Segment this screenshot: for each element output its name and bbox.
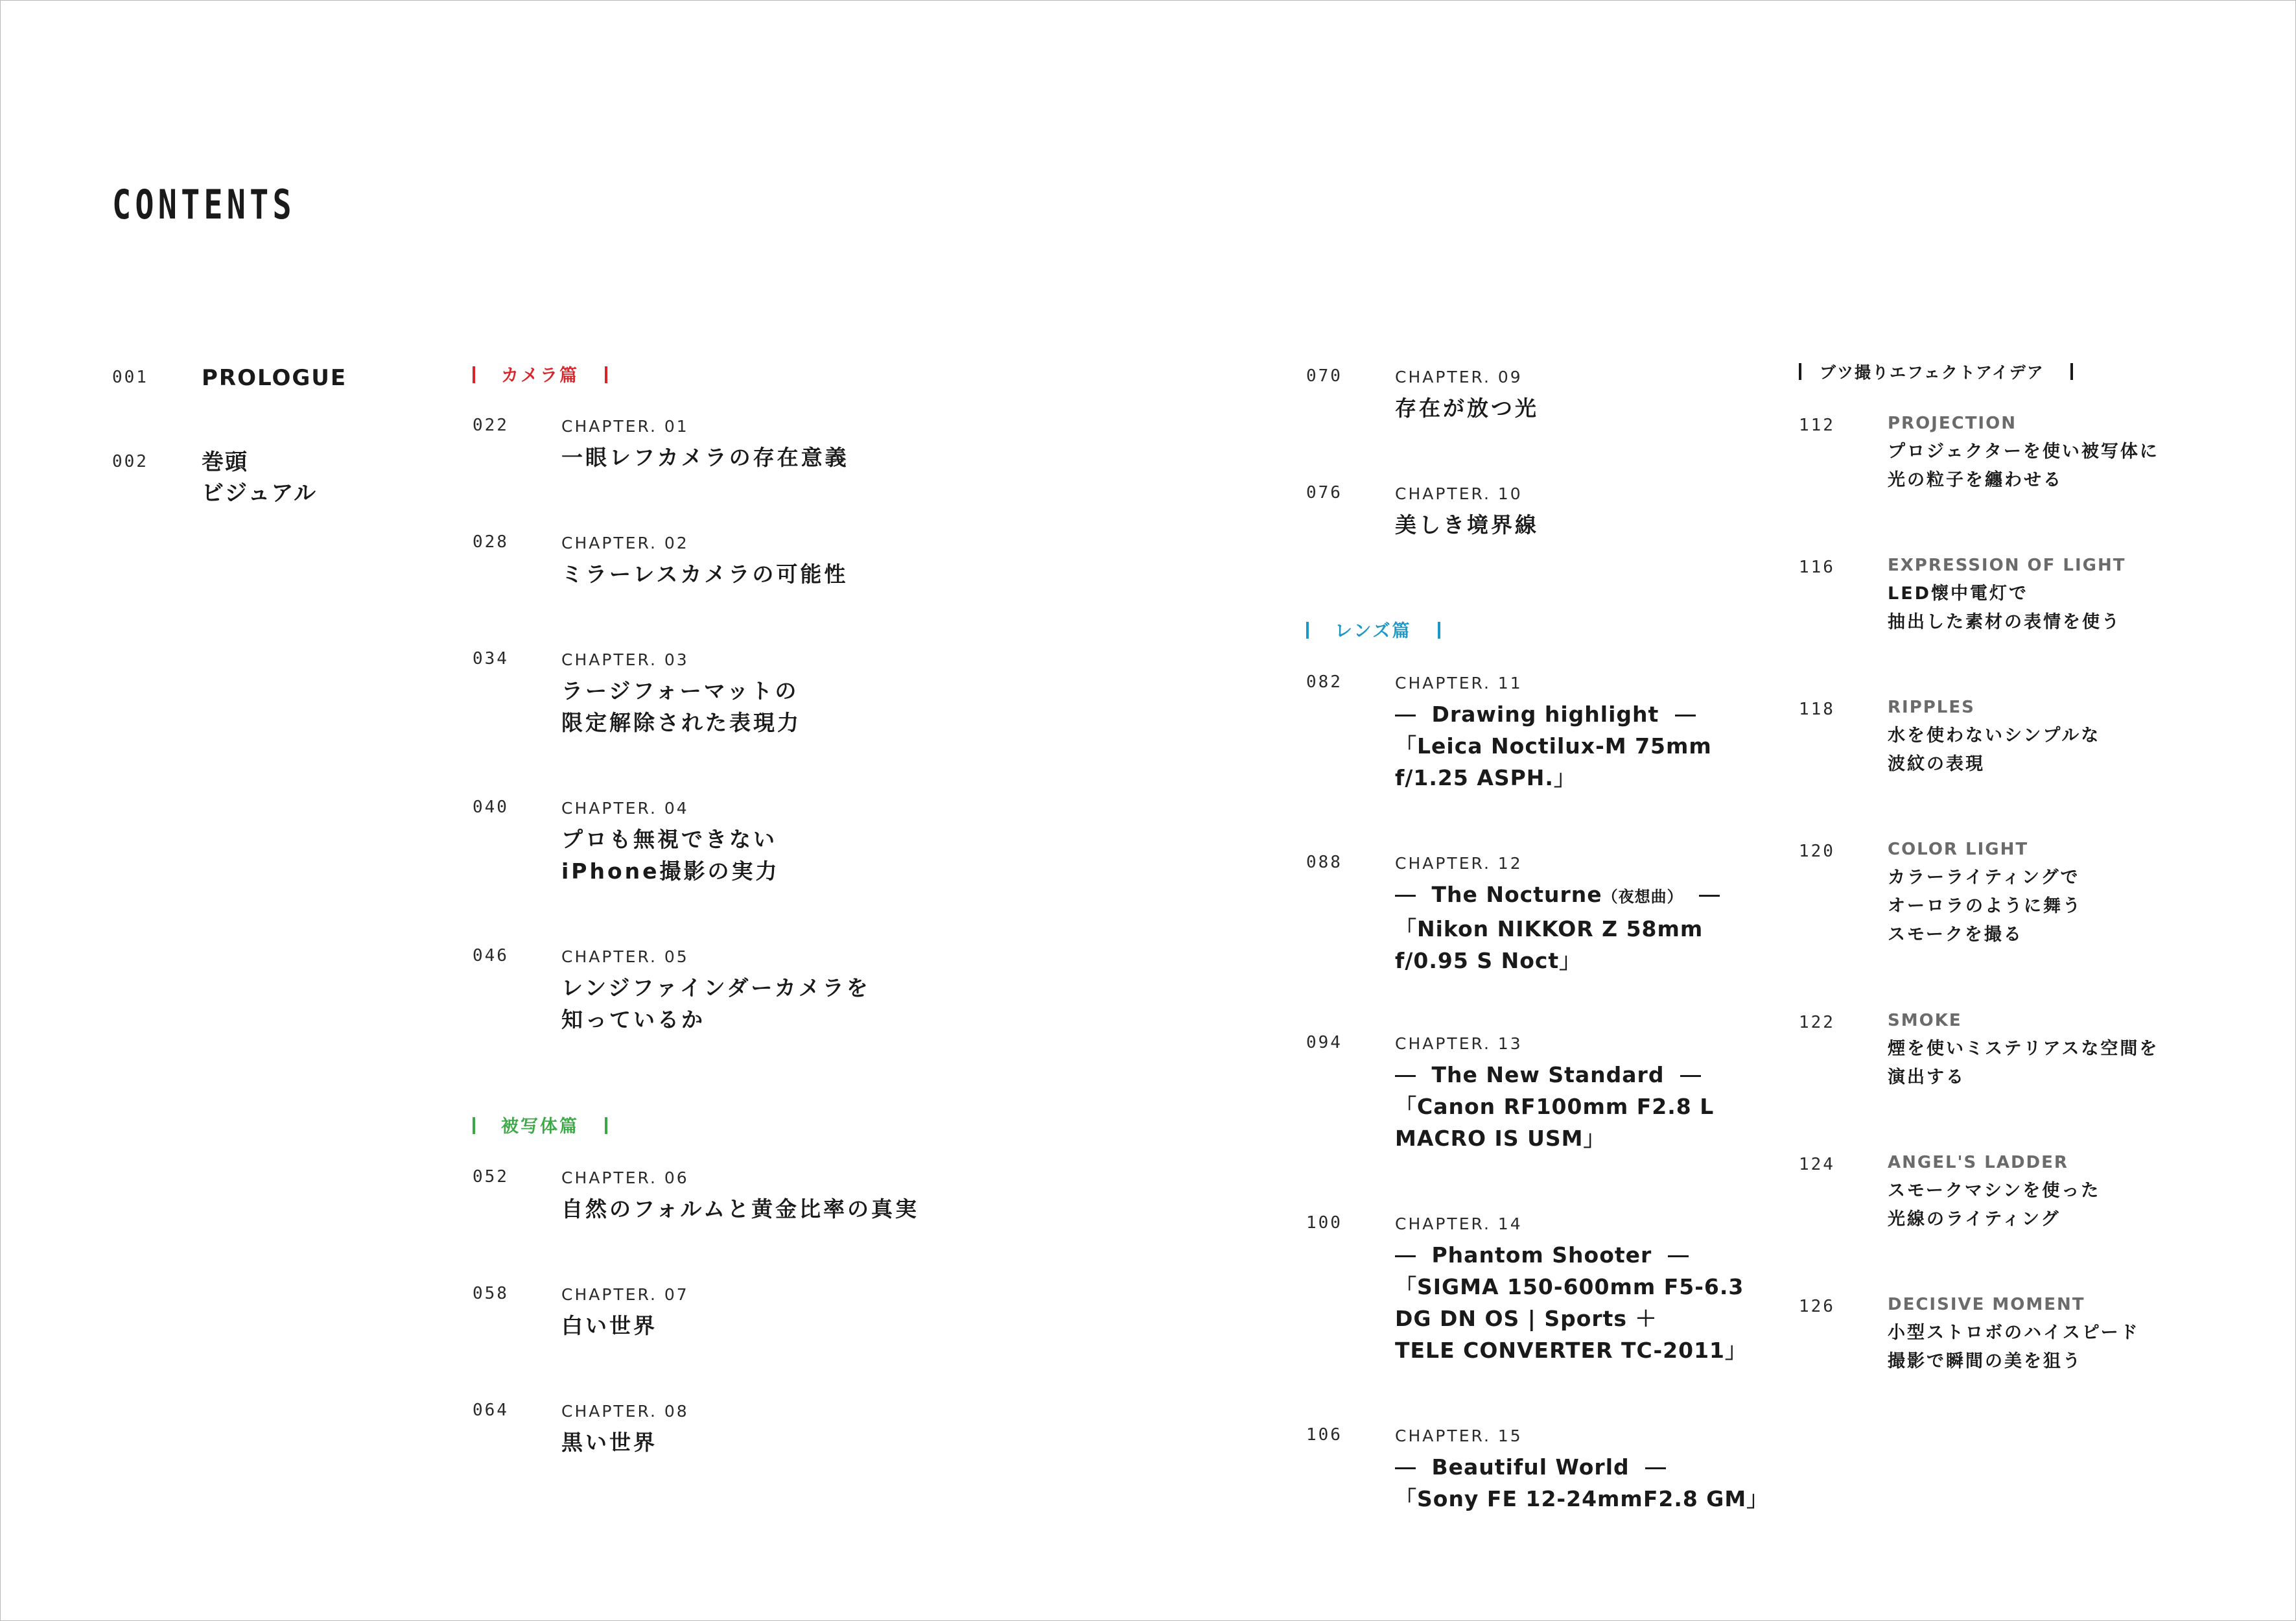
lens-name-line2: MACRO IS USM」 <box>1395 1126 1606 1151</box>
page-number: 094 <box>1306 1033 1342 1052</box>
chapter-name: Drawing highlight <box>1431 702 1659 727</box>
chapter-title-line1: プロも無視できない <box>561 827 777 852</box>
effect-desc-line2: 光線のライティング <box>1888 1209 2061 1229</box>
page-number: 022 <box>473 416 509 435</box>
page-number: 052 <box>473 1167 509 1187</box>
lens-name-line1: 「Sony FE 12-24mmF2.8 GM」 <box>1395 1486 1769 1511</box>
chapter-name: The New Standard <box>1431 1062 1665 1087</box>
effect-desc-line2: 撮影で瞬間の美を狙う <box>1888 1351 2082 1371</box>
chapter-name-line <box>1395 879 1720 913</box>
column-lens <box>1306 366 1769 1533</box>
chapter-name-line <box>1395 1239 1747 1271</box>
effect-desc-line2: 光の粒子を纏わせる <box>1888 470 2063 490</box>
section-label: レンズ篇 <box>1335 621 1412 641</box>
effect-title: PROJECTION <box>1888 414 2017 433</box>
chapter-title-line2: iPhone撮影の実力 <box>561 858 780 884</box>
dash-left <box>1395 1255 1416 1257</box>
chapter-label: CHAPTER. 02 <box>561 534 689 552</box>
column-camera-subject <box>473 361 965 1463</box>
chapter-name-line <box>1395 698 1712 730</box>
section-bar <box>1438 622 1440 639</box>
lens-name-line2: DG DN OS | Sports ＋ <box>1395 1306 1658 1331</box>
effect-desc-line1: 煙を使いミステリアスな空間を <box>1888 1039 2159 1059</box>
effect-title: ANGEL'S LADDER <box>1888 1153 2068 1172</box>
chapter-title: 白い世界 <box>561 1313 657 1338</box>
effect-title: EXPRESSION OF LIGHT <box>1888 556 2126 575</box>
page-number: 112 <box>1799 416 1835 435</box>
effect-title: DECISIVE MOMENT <box>1888 1295 2085 1314</box>
section-bar <box>473 366 475 383</box>
page-number: 064 <box>473 1401 509 1420</box>
chapter-title: 存在が放つ光 <box>1395 396 1539 421</box>
effect-desc-line2: 波紋の表現 <box>1888 754 1985 774</box>
chapter-title-line2: 知っているか <box>561 1007 705 1032</box>
chapter-title: 自然のフォルムと黄金比率の真実 <box>561 1196 920 1222</box>
section-bar <box>1799 363 1801 380</box>
section-bar <box>605 366 607 383</box>
page-number: 124 <box>1799 1155 1835 1174</box>
chapter-title: 黒い世界 <box>561 1430 657 1455</box>
chapter-label: CHAPTER. 09 <box>1395 368 1523 386</box>
page-number: 126 <box>1799 1297 1835 1316</box>
section-label: カメラ篇 <box>501 366 579 386</box>
chapter-title-line2: 限定解除された表現力 <box>561 710 801 735</box>
chapter-title: 美しき境界線 <box>1395 512 1539 538</box>
dash-right <box>1645 1467 1666 1469</box>
page-number: 034 <box>473 649 509 669</box>
chapter-label: CHAPTER. 15 <box>1395 1426 1523 1445</box>
entry-title: PROLOGUE <box>202 365 347 391</box>
chapter-label: CHAPTER. 07 <box>561 1285 689 1304</box>
section-bar <box>605 1117 607 1134</box>
column-effects <box>1799 360 2266 1397</box>
chapter-name-line <box>1395 1451 1768 1483</box>
chapter-title: ミラーレスカメラの可能性 <box>561 562 849 587</box>
effect-desc-line1: 小型ストロボのハイスピード <box>1888 1323 2140 1343</box>
page-number: 088 <box>1306 853 1342 872</box>
lens-name-line3: TELE CONVERTER TC-2011」 <box>1395 1338 1747 1363</box>
lens-name-line1: 「SIGMA 150-600mm F5-6.3 <box>1395 1274 1744 1299</box>
section-heading-camera <box>473 361 607 386</box>
entry-title-line2: ビジュアル <box>202 480 317 506</box>
page-number: 106 <box>1306 1425 1342 1445</box>
column-prologue <box>112 364 384 532</box>
page-number: 082 <box>1306 672 1342 692</box>
lens-name-line1: 「Nikon NIKKOR Z 58mm <box>1395 916 1704 941</box>
chapter-title: 一眼レフカメラの存在意義 <box>561 445 849 470</box>
chapter-label: CHAPTER. 06 <box>561 1168 689 1187</box>
chapter-label: CHAPTER. 11 <box>1395 674 1523 692</box>
dash-left <box>1395 1075 1416 1077</box>
section-heading-effects <box>1799 360 2073 383</box>
dash-left <box>1395 715 1416 716</box>
chapter-label: CHAPTER. 12 <box>1395 854 1523 873</box>
chapter-name-line <box>1395 1059 1714 1091</box>
effect-title: RIPPLES <box>1888 698 1975 717</box>
section-label: 被写体篇 <box>501 1117 579 1137</box>
page-number: 028 <box>473 532 509 552</box>
chapter-label: CHAPTER. 14 <box>1395 1214 1523 1233</box>
effect-desc-line2: 抽出した素材の表情を使う <box>1888 612 2121 632</box>
section-label: ブツ撮りエフェクトアイデア <box>1820 363 2044 382</box>
effect-title: SMOKE <box>1888 1011 1962 1030</box>
chapter-label: CHAPTER. 04 <box>561 799 689 818</box>
dash-right <box>1680 1075 1701 1077</box>
lens-name-line2: f/1.25 ASPH.」 <box>1395 765 1576 790</box>
page-number: 116 <box>1799 558 1835 577</box>
effect-desc-line1: LED懐中電灯で <box>1888 584 2029 604</box>
page-number: 122 <box>1799 1013 1835 1032</box>
page-number: 120 <box>1799 842 1835 861</box>
chapter-label: CHAPTER. 05 <box>561 947 689 966</box>
page-number: 058 <box>473 1284 509 1303</box>
chapter-title-line1: レンジファインダーカメラを <box>561 975 871 1000</box>
section-bar <box>473 1117 475 1134</box>
lens-name-line1: 「Canon RF100mm F2.8 L <box>1395 1094 1715 1119</box>
page-number: 001 <box>112 368 148 387</box>
lens-name-line1: 「Leica Noctilux-M 75mm <box>1395 733 1712 759</box>
dash-right <box>1699 895 1720 897</box>
effect-desc-line1: 水を使わないシンプルな <box>1888 726 2101 746</box>
chapter-label: CHAPTER. 01 <box>561 417 689 436</box>
chapter-label: CHAPTER. 03 <box>561 650 689 669</box>
effect-desc-line3: スモークを撮る <box>1888 925 2023 945</box>
entry-title-line1: 巻頭 <box>202 449 248 475</box>
section-bar <box>2070 363 2073 380</box>
lens-name-line2: f/0.95 S Noct」 <box>1395 948 1582 973</box>
chapter-name: Beautiful World <box>1431 1454 1630 1480</box>
dash-right <box>1675 715 1696 716</box>
effect-desc-line2: オーロラのように舞う <box>1888 896 2082 916</box>
effect-desc-line1: プロジェクターを使い被写体に <box>1888 442 2159 462</box>
page-number: 100 <box>1306 1213 1342 1233</box>
chapter-name: Phantom Shooter <box>1431 1242 1652 1268</box>
chapter-label: CHAPTER. 08 <box>561 1402 689 1421</box>
section-heading-subject <box>473 1112 607 1137</box>
effect-desc-line2: 演出する <box>1888 1067 1965 1087</box>
page-number: 118 <box>1799 700 1835 719</box>
effect-desc-line1: スモークマシンを使った <box>1888 1181 2101 1201</box>
page-number: 076 <box>1306 483 1342 503</box>
section-bar <box>1306 622 1309 639</box>
chapter-title-line1: ラージフォーマットの <box>561 678 799 704</box>
dash-left <box>1395 1467 1416 1469</box>
page-number: 040 <box>473 798 509 817</box>
chapter-label: CHAPTER. 10 <box>1395 484 1523 503</box>
dash-right <box>1668 1255 1689 1257</box>
dash-left <box>1395 895 1416 897</box>
chapter-name: The Nocturne <box>1431 882 1602 907</box>
chapter-name-subtitle: （夜想曲） <box>1602 888 1683 906</box>
chapter-label: CHAPTER. 13 <box>1395 1034 1523 1053</box>
page-number: 070 <box>1306 366 1342 386</box>
page-number: 046 <box>473 946 509 965</box>
section-heading-lens <box>1306 617 1440 642</box>
effect-title: COLOR LIGHT <box>1888 840 2029 859</box>
page-title: CONTENTS <box>112 181 296 228</box>
page-number: 002 <box>112 452 148 471</box>
effect-desc-line1: カラーライティングで <box>1888 868 2080 888</box>
